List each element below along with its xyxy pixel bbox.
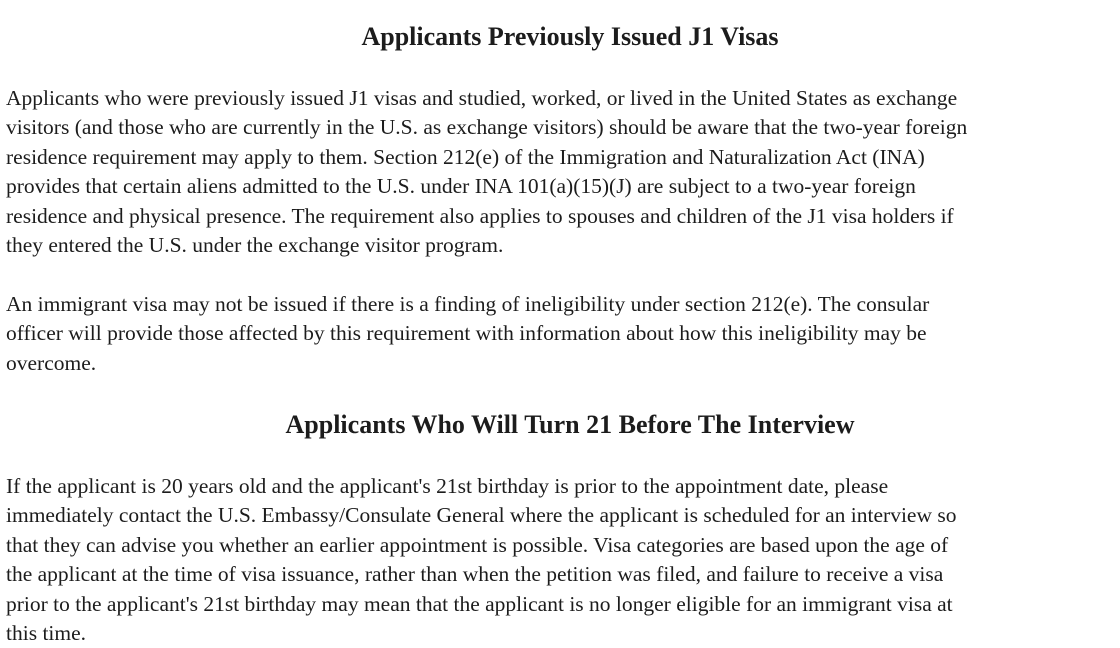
text-line: prior to the applicant's 21st birthday may mean that the applicant is no longer eligible for an immigrant visa at [6,591,953,616]
text-line: An immigrant visa may not be issued if there is a finding of ineligibility under section 212(e). The consular [6,292,930,316]
text-line: If the applicant is 20 years old and the applicant's 21st birthday is prior to the appointment date, please [6,474,889,498]
section-heading-turn-21: Applicants Who Will Turn 21 Before The Interview [285,410,855,439]
paragraph-j1-requirement [6,84,1120,260]
text-line: residence requirement may apply to them. Section 212(e) of the Immigration and Naturalization Act (INA) [6,144,925,169]
section-heading-j1-visas: Applicants Previously Issued J1 Visas [361,22,779,51]
text-line: overcome. [6,350,97,375]
text-line: residence and physical presence. The requirement also applies to spouses and children of the J1 visa holders if [6,203,954,228]
text-line: this time. [6,621,87,646]
text-line: the applicant at the time of visa issuance, rather than when the petition was filed, and failure to receive a visa [6,562,944,587]
text-line: officer will provide those affected by this requirement with information about how this ineligibility may be [6,321,927,346]
text-line: visitors (and those who are currently in the U.S. as exchange visitors) should be aware that the two-year foreign [6,115,968,140]
text-line: provides that certain aliens admitted to the U.S. under INA 101(a)(15)(J) are subject to a two-year foreign [6,174,916,199]
paragraph-ineligibility [6,290,1120,378]
text-line: Applicants who were previously issued J1 visas and studied, worked, or lived in the United States as exchange [6,86,958,110]
paragraph-turn-21 [6,472,1120,648]
text-line: immediately contact the U.S. Embassy/Consulate General where the applicant is scheduled for an interview so [6,503,957,528]
text-line: that they can advise you whether an earlier appointment is possible. Visa categories are based upon the age of [6,532,949,557]
text-line: they entered the U.S. under the exchange visitor program. [6,233,504,258]
